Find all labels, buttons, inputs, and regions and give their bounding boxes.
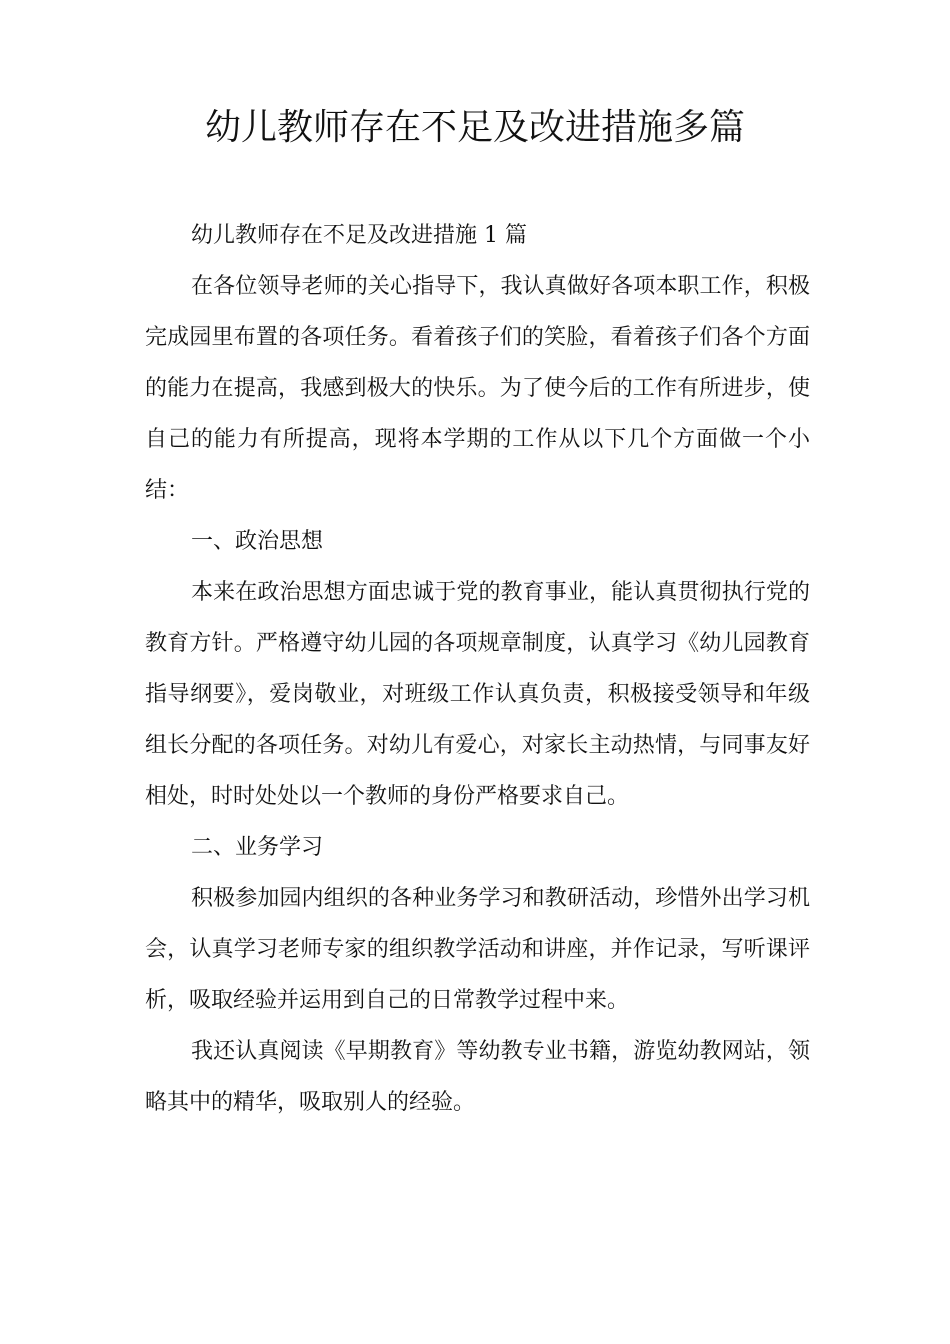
section-paragraph-study-1: 积极参加园内组织的各种业务学习和教研活动，珍惜外出学习机会，认真学习老师专家的组织教学活动和讲座，并作记录，写听课评析，吸取经验并运用到自己的日常教学过程中来。 xyxy=(145,886,810,1013)
section-paragraph-study-2: 我还认真阅读《早期教育》等幼教专业书籍，游览幼教网站，领略其中的精华，吸取别人的经验。 xyxy=(145,1039,810,1115)
document-body xyxy=(145,210,810,1128)
section-heading-study: 二、业务学习 xyxy=(191,835,324,860)
section-paragraph-politics: 本来在政治思想方面忠诚于党的教育事业，能认真贯彻执行党的教育方针。严格遵守幼儿园的各项规章制度，认真学习《幼儿园教育指导纲要》，爱岗敬业，对班级工作认真负责，积极接受领导和年级组长分配的各项任务。对幼儿有爱心，对家长主动热情，与同事友好相处，时时处处以一个教师的身份严格要求自己。 xyxy=(145,580,810,809)
subtitle: 幼儿教师存在不足及改进措施 1 篇 xyxy=(191,223,527,248)
document-title: 幼儿教师存在不足及改进措施多篇 xyxy=(204,107,745,148)
section-heading-politics: 一、政治思想 xyxy=(191,529,324,554)
intro-paragraph: 在各位领导老师的关心指导下，我认真做好各项本职工作，积极完成园里布置的各项任务。看着孩子们的笑脸，看着孩子们各个方面的能力在提高，我感到极大的快乐。为了使今后的工作有所进步，使自己的能力有所提高，现将本学期的工作从以下几个方面做一个小结： xyxy=(145,274,810,503)
